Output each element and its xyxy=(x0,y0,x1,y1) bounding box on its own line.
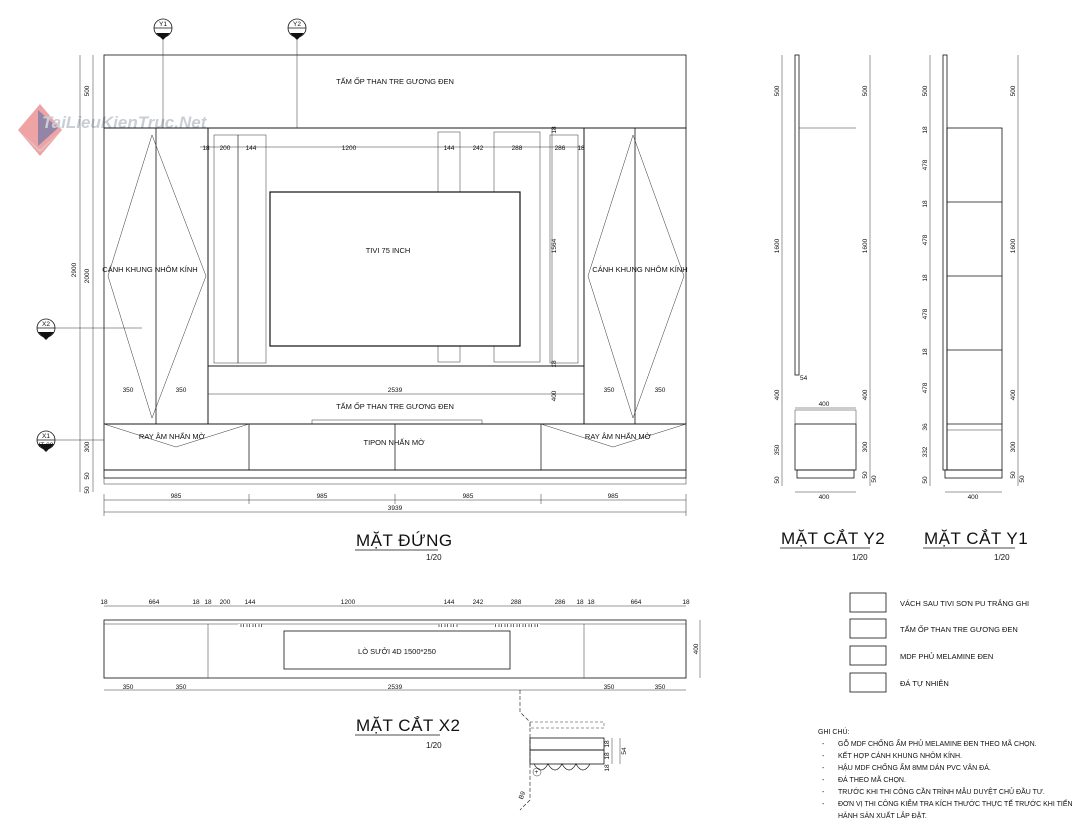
svg-text:18: 18 xyxy=(204,599,212,606)
svg-text:1600: 1600 xyxy=(774,238,781,254)
svg-text:400: 400 xyxy=(818,401,830,408)
svg-text:50: 50 xyxy=(922,476,929,484)
section-y1-title: MẶT CẮT Y1 xyxy=(924,529,1029,548)
top-panel-label: TẤM ỐP THAN TRE GƯƠNG ĐEN xyxy=(336,77,454,86)
svg-text:300: 300 xyxy=(84,441,91,453)
elevation-scale: 1/20 xyxy=(426,553,442,562)
svg-text:200: 200 xyxy=(219,599,231,606)
svg-text:400: 400 xyxy=(862,389,869,401)
svg-text:1200: 1200 xyxy=(340,599,356,606)
marker-y2 xyxy=(288,19,306,128)
fireplace-label: LÒ SƯỞI 4D 1500*250 xyxy=(358,647,436,656)
dim-right-2: 18 xyxy=(551,360,558,368)
svg-text:-: - xyxy=(822,765,825,772)
note-item: KẾT HỢP CÁNH KHUNG NHÔM KÍNH. xyxy=(838,753,962,760)
marker-y1 xyxy=(154,19,172,128)
svg-text:-: - xyxy=(822,741,825,748)
svg-text:18: 18 xyxy=(577,145,585,152)
plinth xyxy=(104,470,686,478)
svg-text:50: 50 xyxy=(862,471,869,479)
svg-text:Y2: Y2 xyxy=(293,21,301,28)
svg-text:144: 144 xyxy=(244,599,256,606)
svg-text:286: 286 xyxy=(554,599,566,606)
svg-text:350: 350 xyxy=(603,387,615,394)
svg-text:478: 478 xyxy=(922,308,929,320)
svg-text:B9: B9 xyxy=(517,790,528,801)
svg-text:242: 242 xyxy=(472,145,484,152)
svg-text:-: - xyxy=(822,801,825,808)
svg-text:985: 985 xyxy=(462,493,474,500)
svg-text:500: 500 xyxy=(1010,85,1017,97)
svg-text:2000: 2000 xyxy=(84,268,91,284)
dims-top xyxy=(202,145,585,152)
legend-swatch-stone xyxy=(850,673,886,692)
svg-text:18: 18 xyxy=(604,752,611,760)
svg-text:X1: X1 xyxy=(42,433,50,440)
svg-text:2539: 2539 xyxy=(387,387,403,394)
svg-text:18: 18 xyxy=(922,126,929,134)
svg-text:18: 18 xyxy=(202,145,210,152)
svg-text:288: 288 xyxy=(510,599,522,606)
svg-text:300: 300 xyxy=(862,441,869,453)
section-y2-title: MẶT CẮT Y2 xyxy=(781,529,886,548)
tv-screen xyxy=(270,192,520,346)
legend-swatch-white xyxy=(850,593,886,612)
tipon-label: TIPON NHẤN MỜ xyxy=(363,438,425,447)
notes-heading: GHI CHÚ: xyxy=(818,729,850,736)
watermark-text: TaiLieuKienTruc.Net xyxy=(42,113,207,132)
svg-text:985: 985 xyxy=(316,493,328,500)
svg-text:18: 18 xyxy=(604,740,611,748)
svg-text:18: 18 xyxy=(604,764,611,772)
svg-text:500: 500 xyxy=(922,85,929,97)
svg-text:500: 500 xyxy=(774,85,781,97)
svg-text:50: 50 xyxy=(871,475,878,483)
rail-left-label: RAY ÂM NHẤN MỜ xyxy=(138,432,206,441)
section-x2 xyxy=(100,599,700,750)
svg-text:350: 350 xyxy=(175,684,187,691)
svg-text:400: 400 xyxy=(818,494,830,501)
note-item: HÀNH SẢN XUẤT LẮP ĐẶT. xyxy=(838,813,927,820)
watermark-logo xyxy=(18,104,208,156)
y1-dims-left xyxy=(922,85,929,483)
svg-text:985: 985 xyxy=(607,493,619,500)
svg-text:400: 400 xyxy=(1010,389,1017,401)
svg-text:50: 50 xyxy=(84,472,91,480)
svg-text:400: 400 xyxy=(693,643,700,655)
svg-text:50: 50 xyxy=(84,486,91,494)
lower-panel xyxy=(208,366,584,424)
note-item: TRƯỚC KHI THI CÔNG CẦN TRÌNH MẪU DUYỆT CHỦ ĐẦU TƯ. xyxy=(838,789,1045,796)
svg-text:350: 350 xyxy=(603,684,615,691)
svg-text:242: 242 xyxy=(472,599,484,606)
svg-text:332: 332 xyxy=(922,446,929,458)
svg-text:400: 400 xyxy=(967,494,979,501)
svg-text:350: 350 xyxy=(175,387,187,394)
svg-text:36: 36 xyxy=(922,423,929,431)
svg-text:1600: 1600 xyxy=(862,238,869,254)
svg-text:350: 350 xyxy=(774,444,781,456)
svg-text:288: 288 xyxy=(511,145,523,152)
legend xyxy=(850,593,1029,692)
svg-text:1600: 1600 xyxy=(1010,238,1017,254)
section-y2 xyxy=(774,55,885,562)
note-item: HẬU MDF CHỐNG ẨM 8MM DÁN PVC VÂN ĐÁ. xyxy=(838,765,991,772)
svg-text:350: 350 xyxy=(122,387,134,394)
svg-text:50: 50 xyxy=(774,476,781,484)
x2-dims-top xyxy=(100,599,690,606)
legend-swatch-dark xyxy=(850,646,886,665)
lower-panel-label: TẤM ỐP THAN TRE GƯƠNG ĐEN xyxy=(336,402,454,411)
notes xyxy=(818,727,1073,820)
svg-text:18: 18 xyxy=(587,599,595,606)
svg-text:400: 400 xyxy=(774,389,781,401)
svg-text:500: 500 xyxy=(862,85,869,97)
dim-right-0: 18 xyxy=(551,126,558,134)
svg-text:18: 18 xyxy=(682,599,690,606)
elevation-view xyxy=(37,19,688,562)
svg-text:50: 50 xyxy=(1019,475,1026,483)
svg-text:300: 300 xyxy=(1010,441,1017,453)
svg-text:478: 478 xyxy=(922,159,929,171)
note-item: ĐƠN VỊ THI CÔNG KIỂM TRA KÍCH THƯỚC THỰC TẾ TRƯỚC KHI TIẾN xyxy=(838,801,1073,808)
section-y1 xyxy=(922,55,1028,562)
marker-x1 xyxy=(37,431,104,452)
note-item: ĐÁ THEO MÃ CHỌN. xyxy=(838,777,906,784)
svg-text:664: 664 xyxy=(630,599,642,606)
svg-text:18: 18 xyxy=(576,599,584,606)
section-y2-scale: 1/20 xyxy=(852,553,868,562)
svg-text:18: 18 xyxy=(922,200,929,208)
svg-text:IT-08: IT-08 xyxy=(38,442,54,449)
svg-text:Y1: Y1 xyxy=(159,21,167,28)
svg-text:144: 144 xyxy=(245,145,257,152)
svg-text:54: 54 xyxy=(800,375,808,382)
svg-text:+: + xyxy=(534,769,539,776)
svg-text:500: 500 xyxy=(84,85,91,97)
svg-text:-: - xyxy=(822,789,825,796)
dim-mid-400: 400 xyxy=(551,390,558,402)
right-glass-label: CÁNH KHUNG NHÔM KÍNH xyxy=(592,265,688,274)
svg-text:-: - xyxy=(822,753,825,760)
svg-text:18: 18 xyxy=(100,599,108,606)
legend-label-4: ĐÁ TỰ NHIÊN xyxy=(900,679,949,688)
svg-text:2900: 2900 xyxy=(71,262,78,278)
svg-text:18: 18 xyxy=(922,274,929,282)
svg-text:664: 664 xyxy=(148,599,160,606)
svg-text:144: 144 xyxy=(443,145,455,152)
rail-right-label: RAY ÂM NHẤN MỜ xyxy=(584,432,652,441)
dim-right-1: 1564 xyxy=(551,238,558,254)
svg-text:350: 350 xyxy=(654,684,666,691)
svg-text:200: 200 xyxy=(219,145,231,152)
svg-text:50: 50 xyxy=(1010,471,1017,479)
svg-text:2539: 2539 xyxy=(387,684,403,691)
svg-text:1200: 1200 xyxy=(341,145,357,152)
svg-text:478: 478 xyxy=(922,382,929,394)
detail-callout xyxy=(518,690,628,810)
svg-text:X2: X2 xyxy=(42,321,50,328)
marker-x2 xyxy=(37,319,142,340)
dim-total: 3939 xyxy=(387,505,403,512)
section-y1-scale: 1/20 xyxy=(994,553,1010,562)
left-glass-label: CÁNH KHUNG NHÔM KÍNH xyxy=(102,265,198,274)
tv-label: TIVI 75 INCH xyxy=(365,246,411,255)
svg-text:478: 478 xyxy=(922,234,929,246)
svg-text:350: 350 xyxy=(654,387,666,394)
stone-floor xyxy=(104,478,686,484)
note-item: GỖ MDF CHỐNG ẨM PHỦ MELAMINE ĐEN THEO MÃ CHỌN. xyxy=(838,741,1037,748)
svg-text:286: 286 xyxy=(554,145,566,152)
svg-text:-: - xyxy=(822,777,825,784)
section-x2-title: MẶT CẮT X2 xyxy=(356,716,461,735)
svg-text:54: 54 xyxy=(621,747,628,755)
svg-text:18: 18 xyxy=(192,599,200,606)
section-x2-scale: 1/20 xyxy=(426,741,442,750)
elevation-title: MẶT ĐỨNG xyxy=(356,531,453,550)
legend-label-2: TẤM ỐP THAN TRE GƯƠNG ĐEN xyxy=(900,625,1018,634)
svg-text:144: 144 xyxy=(443,599,455,606)
svg-text:350: 350 xyxy=(122,684,134,691)
legend-swatch-dots xyxy=(850,619,886,638)
svg-text:985: 985 xyxy=(170,493,182,500)
svg-text:18: 18 xyxy=(922,348,929,356)
legend-label-3: MDF PHỦ MELAMINE ĐEN xyxy=(900,652,994,661)
legend-label-1: VÁCH SAU TIVI SƠN PU TRẮNG GHI xyxy=(900,599,1030,608)
